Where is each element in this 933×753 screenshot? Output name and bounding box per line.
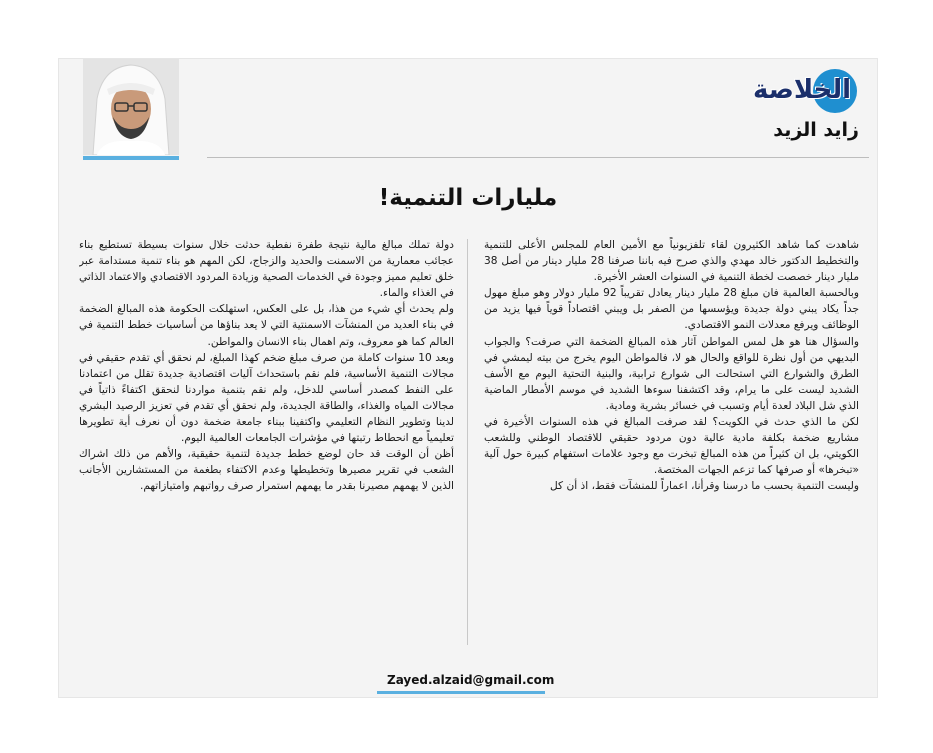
newspaper-column-page <box>58 58 878 698</box>
article-title: مليارات التنمية! <box>378 185 558 211</box>
article-column-left <box>79 237 454 651</box>
column-logo <box>739 69 859 117</box>
paragraph: وبعد 10 سنوات كاملة من صرف مبلغ ضخم كهذا المبلغ، لم نحقق أي تقدم حقيقي في مجالات التنمية الأساسية، فلم نقم باستحداث آليات اقتصادية جديدة تقلل من اعتمادنا على النفط كمصدر أساسي للدخل، ولم نقم بتنمية مواردنا لنحقق اكتفاءً ذاتياً في مجالات المياه والغذاء، والطاقة الجديدة، ولم نحقق أي تقدم في تعزيز الرصيد البشري لدينا وتطوير النظام التعليمي واكتفينا ببناء جامعة ضخمة دون أن نعرف أية تطويرها تعليمياً مع انحطاط رتبتها في مؤشرات الجامعات العالمية اليوم. <box>79 351 454 445</box>
author-email: Zayed.alzaid@gmail.com <box>387 673 555 687</box>
column-divider <box>467 239 468 645</box>
paragraph: والسؤال هنا هو هل لمس المواطن آثار هذه المبالغ الضخمة التي صرفت؟ والجواب البديهي من أول نظرة للواقع والحال هو لا، فالمواطن اليوم يخرج من بيته ليمشي في الطرق والشوارع التي استحالت الى شوارع ترابية، والبنية التحتية اليوم مع الأسف الشديد ليست على ما يرام، وقد اكتشفنا سوءها الشديد في موسم الأمطار الماضية الذي شل البلاد لعدة أيام وتسبب في خسائر بشرية ومادية. <box>484 335 859 412</box>
article-column-right <box>484 237 859 651</box>
author-photo <box>83 59 179 155</box>
paragraph: دولة تملك مبالغ مالية نتيجة طفرة نفطية حدثت خلال سنوات بسيطة تستطيع بناء عجائب معمارية من الاسمنت والحديد والزجاج، لكن المهم هو بناء تنمية مستدامة عبر خلق تعليم مميز وجودة في الخدمات الصحية وزيادة المردود الاقتصادي والاعتماد الذاتي في الغذاء والماء. <box>79 239 454 300</box>
article-body <box>79 237 859 651</box>
photo-accent-bar <box>83 156 179 160</box>
author-name: زايد الزيد <box>773 119 859 141</box>
paragraph: ولم يحدث أي شيء من هذا، بل على العكس، استهلكت الحكومة هذه المبالغ الضخمة في بناء العديد من المنشآت الاسمنتية التي لا يعد بناؤها من أساسيات خطط التنمية في العالم كما هو معروف، وتم اهمال بناء الانسان والمواطن. <box>79 303 454 348</box>
author-portrait-image <box>83 59 179 155</box>
logo-text: الخلاصة <box>752 75 851 105</box>
paragraph: شاهدت كما شاهد الكثيرون لقاء تلفزيونياً مع الأمين العام للمجلس الأعلى للتنمية والتخطيط الدكتور خالد مهدي والذي صرح فيه باننا صرفنا 28 مليار دينار من أصل 38 مليار دينار خصصت لخطة التنمية في السنوات العشر الأخيرة. <box>484 239 859 284</box>
email-accent-bar <box>377 691 545 694</box>
paragraph: وليست التنمية بحسب ما درسنا وقرأنا، اعماراً للمنشآت فقط، اذ أن كل <box>550 480 859 493</box>
header-divider <box>207 157 869 158</box>
paragraph: وبالحسبة العالمية فان مبلغ 28 مليار دينار يعادل تقريباً 92 مليار دولار وهو مبلغ مهول جداً يكاد يبني دولة جديدة ويؤسسها من الصفر بل ويبني اقتصاداً قوياً فيها يزيد من الوظائف ويرفع معدلات النمو الاقتصادي. <box>484 287 859 332</box>
paragraph: أظن أن الوقت قد حان لوضع خطط جديدة لتنمية حقيقية، والأهم من ذلك اشراك الشعب في تقرير مصيرها وتخطيطها وعدم الاكتفاء بطغمة من المستشارين الأجانب الذين لا يهمهم مصيرنا بقدر ما يهمهم استمرار صرف رواتبهم وامتيازاتهم. <box>79 448 454 493</box>
paragraph: لكن ما الذي حدث في الكويت؟ لقد صرفت المبالغ في هذه السنوات الأخيرة في مشاريع ضخمة بكلفة مادية عالية دون مردود حقيقي للاقتصاد الوطني وللشعب الكويتي، بل ان كثيراً من هذه المبالغ تبخرت مع وجود علامات استفهام كبيرة حول آلية «تبخرها» أو صرفها كما تزعم الجهات المختصة. <box>484 416 859 477</box>
